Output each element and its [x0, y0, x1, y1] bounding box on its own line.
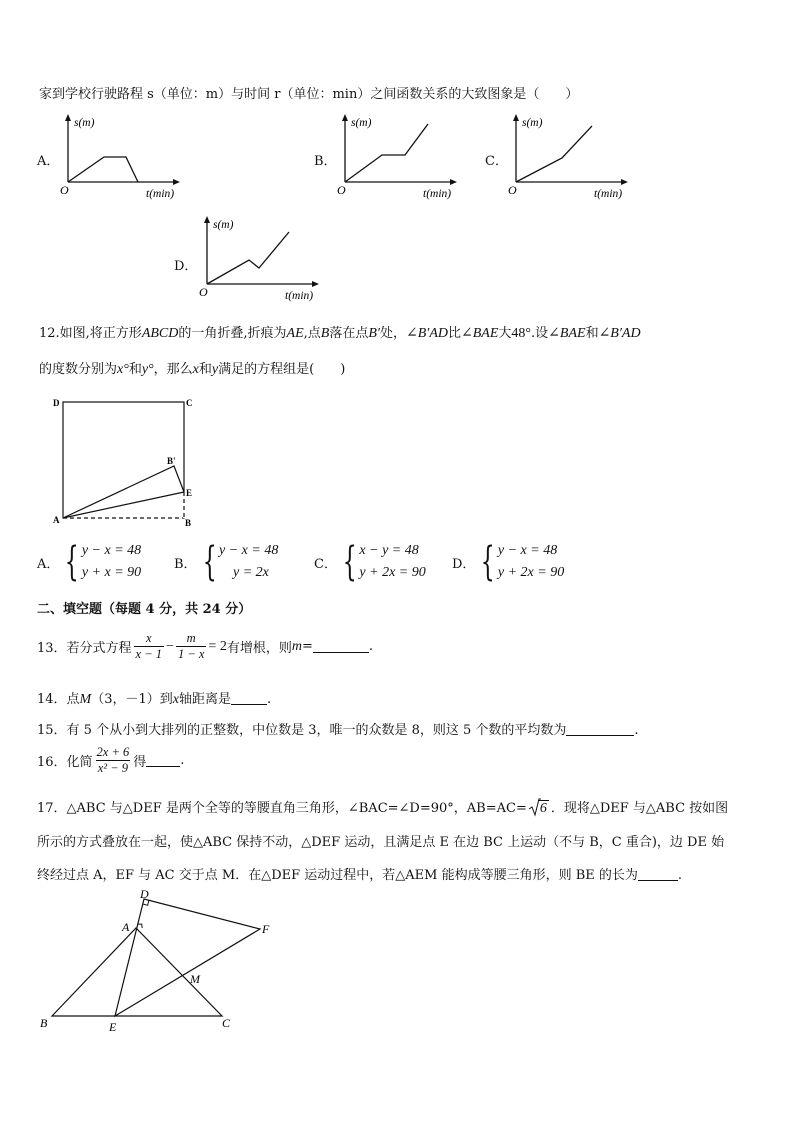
x-axis-arrow — [450, 179, 457, 185]
graph-line — [516, 126, 592, 182]
equation-1: y − x = 48 — [81, 543, 142, 558]
text: . — [180, 753, 185, 768]
option-label: D． — [452, 556, 476, 572]
denominator: x² − 9 — [97, 761, 129, 775]
minus-sign: − — [166, 638, 174, 654]
q11-option-b-label: B． — [314, 154, 337, 169]
x-axis-label: t(min) — [594, 188, 623, 200]
text: 轴距离是 — [178, 692, 231, 707]
q12-option-d — [452, 540, 564, 584]
q11-graph-d — [197, 214, 332, 304]
point-b-prime: B′ — [368, 326, 380, 341]
x-axis-arrow — [312, 281, 319, 287]
square-abcd — [63, 402, 184, 518]
q11-option-d-label: D． — [174, 259, 198, 274]
origin-label: O — [199, 285, 208, 299]
brace: { — [65, 539, 80, 585]
fraction-2 — [176, 631, 206, 662]
text: 12.如图,将正方形 — [39, 326, 142, 341]
label-c: C — [222, 1016, 231, 1030]
text: ，那么 — [153, 362, 193, 377]
label-a: A — [53, 515, 60, 525]
q15 — [37, 719, 639, 738]
q12-option-b — [174, 540, 278, 584]
equation-2: y + x = 90 — [81, 565, 142, 580]
text: 和 — [585, 326, 599, 341]
q12-option-c — [314, 540, 426, 584]
q11-graph-a — [58, 112, 193, 202]
text: 13．若分式方程 — [37, 641, 132, 656]
q11-stem: 家到学校行驶路程 s（单位：m）与时间 r（单位：min）之间函数关系的大致图象是（ ） — [39, 87, 579, 102]
y-degree: y° — [141, 362, 154, 377]
x-axis-arrow — [173, 179, 180, 185]
equation-2: y = 2x — [233, 565, 269, 580]
label-e: E — [109, 1020, 117, 1034]
graph-line — [207, 232, 289, 284]
text: ．现将△DEF 与△ABC 按如图 — [550, 801, 729, 816]
text: 和 — [128, 362, 142, 377]
text: 15．有 5 个从小到大排列的正整数，中位数是 3，唯一的众数是 8，则这 5 个数的平均数为 — [37, 723, 567, 738]
denominator: 1 − x — [177, 647, 205, 661]
var-x: x — [192, 362, 199, 377]
crease-name: AE — [286, 326, 304, 341]
folded-triangle — [63, 466, 184, 518]
q16 — [37, 745, 184, 776]
equation-1: y − x = 48 — [219, 543, 279, 558]
q12-option-a — [37, 540, 141, 584]
degree: 48° — [511, 326, 532, 341]
q17-line-1 — [37, 797, 728, 817]
text: ,点 — [303, 326, 321, 341]
q17-line-3 — [37, 864, 682, 883]
text: . — [368, 639, 374, 654]
y-axis-arrow — [342, 114, 348, 121]
q11-option-a-label: A． — [37, 154, 60, 169]
section-heading: 二、填空题（每题 4 分，共 24 分） — [37, 602, 252, 617]
label-b: B — [185, 518, 192, 528]
var-m: m — [291, 638, 302, 654]
equation-1: y − x = 48 — [497, 543, 558, 558]
text: 比 — [448, 326, 462, 341]
text: . — [634, 723, 639, 738]
y-axis-arrow — [65, 114, 71, 121]
x-axis-label: t(min) — [423, 188, 452, 200]
angle: ∠BAE — [548, 326, 586, 341]
text: 处， — [379, 326, 406, 341]
origin-label: O — [508, 183, 517, 197]
text: 16．化简 — [37, 755, 93, 770]
label-e: E — [186, 488, 193, 498]
var-x: x — [172, 692, 179, 707]
equation-system — [475, 540, 564, 584]
x-degree: x° — [117, 362, 129, 377]
sqrt-sign — [529, 798, 541, 817]
text: 和 — [198, 362, 212, 377]
answer-blank[interactable] — [566, 723, 634, 736]
y-axis-label: s(m) — [74, 117, 95, 129]
equation-system — [197, 540, 279, 584]
origin-label: O — [337, 183, 346, 197]
equation-system — [337, 540, 426, 584]
y-axis-arrow — [204, 216, 210, 223]
option-label: C． — [314, 556, 337, 572]
x-axis-label: t(min) — [285, 290, 314, 302]
q11-graph-b — [335, 112, 470, 202]
text: 17．△ABC 与△DEF 是两个全等的等腰直角三角形，∠BAC=∠D=90°，AB=AC= — [37, 801, 527, 816]
q13 — [37, 631, 373, 662]
y-axis-label: s(m) — [522, 117, 543, 129]
text: 的一角折叠,折痕为 — [178, 326, 287, 341]
q12-line-2 — [39, 358, 345, 378]
denominator: x − 1 — [135, 647, 163, 661]
q12-square-figure — [50, 395, 200, 530]
equation-2: y + 2x = 90 — [497, 565, 565, 580]
crease-ae — [63, 492, 184, 518]
option-label: B． — [174, 556, 197, 572]
q17-triangle-figure — [36, 884, 286, 1039]
answer-blank[interactable] — [146, 754, 180, 767]
graph-line — [345, 124, 428, 182]
q11-graph-c — [506, 112, 641, 202]
text: 的度数分别为 — [39, 362, 118, 377]
angle: ∠B′AD — [598, 326, 641, 341]
label-d: D — [53, 398, 60, 408]
label-a: A — [122, 920, 130, 934]
text: = — [301, 639, 313, 654]
text: 14．点 — [37, 692, 80, 707]
y-axis-arrow — [513, 114, 519, 121]
numerator: x — [146, 631, 152, 645]
fraction — [95, 745, 132, 776]
origin-label: O — [60, 183, 69, 197]
radicand: 6 — [539, 801, 547, 816]
text: 满足的方程组是( ) — [218, 362, 346, 377]
right-angle-mark-a — [138, 924, 142, 928]
text: 得 — [133, 755, 147, 770]
var-y: y — [211, 362, 219, 377]
text: 大 — [498, 326, 512, 341]
brace: { — [481, 539, 496, 585]
label-d: D — [140, 887, 149, 901]
equals-two: = 2 — [208, 638, 227, 654]
answer-blank[interactable] — [313, 640, 369, 653]
text: .设 — [531, 326, 549, 341]
equation-1: x − y = 48 — [359, 543, 419, 558]
x-axis-label: t(min) — [146, 188, 175, 200]
text: 有增根，则 — [226, 641, 292, 656]
sqrt-six — [529, 801, 549, 817]
brace: { — [342, 539, 357, 585]
text: . — [677, 868, 683, 883]
x-axis-arrow — [621, 179, 628, 185]
y-axis-label: s(m) — [351, 117, 372, 129]
equation-2: y + 2x = 90 — [359, 565, 426, 580]
angle: ∠B′AD — [405, 326, 448, 341]
answer-blank[interactable] — [231, 692, 267, 705]
q14 — [37, 688, 271, 708]
q11-option-c-label: C． — [485, 154, 508, 169]
q17-line-2: 所示的方式叠放在一起，使△ABC 保持不动，△DEF 运动，且满足点 E 在边 BC 上运动（不与 B，C 重合)，边 DE 始 — [37, 835, 725, 850]
y-axis-label: s(m) — [213, 219, 234, 231]
equation-system — [59, 540, 141, 584]
fraction-1 — [134, 631, 164, 662]
text: 落在点 — [329, 326, 369, 341]
text: （3，－1）到 — [91, 692, 173, 707]
answer-blank[interactable] — [638, 868, 678, 881]
label-f: F — [262, 922, 270, 936]
numerator: m — [186, 631, 196, 645]
option-label: A． — [37, 556, 60, 572]
triangle-def — [115, 899, 260, 1016]
text: 终经过点 A，EF 与 AC 交于点 M．在△DEF 运动过程中，若△AEM 能构成等腰三角形，则 BE 的长为 — [37, 868, 638, 883]
angle: ∠BAE — [461, 326, 499, 341]
q12-line-1 — [39, 322, 641, 342]
label-m: M — [190, 972, 200, 986]
label-c: C — [186, 398, 193, 408]
label-b: B — [40, 1016, 48, 1030]
point-m: M — [79, 692, 92, 707]
point-b: B — [320, 326, 330, 341]
label-b-prime: B' — [167, 456, 176, 466]
brace: { — [202, 539, 217, 585]
text: . — [267, 692, 272, 707]
graph-line — [68, 157, 138, 182]
square-name: ABCD — [141, 326, 179, 341]
numerator: 2x + 6 — [96, 745, 130, 759]
